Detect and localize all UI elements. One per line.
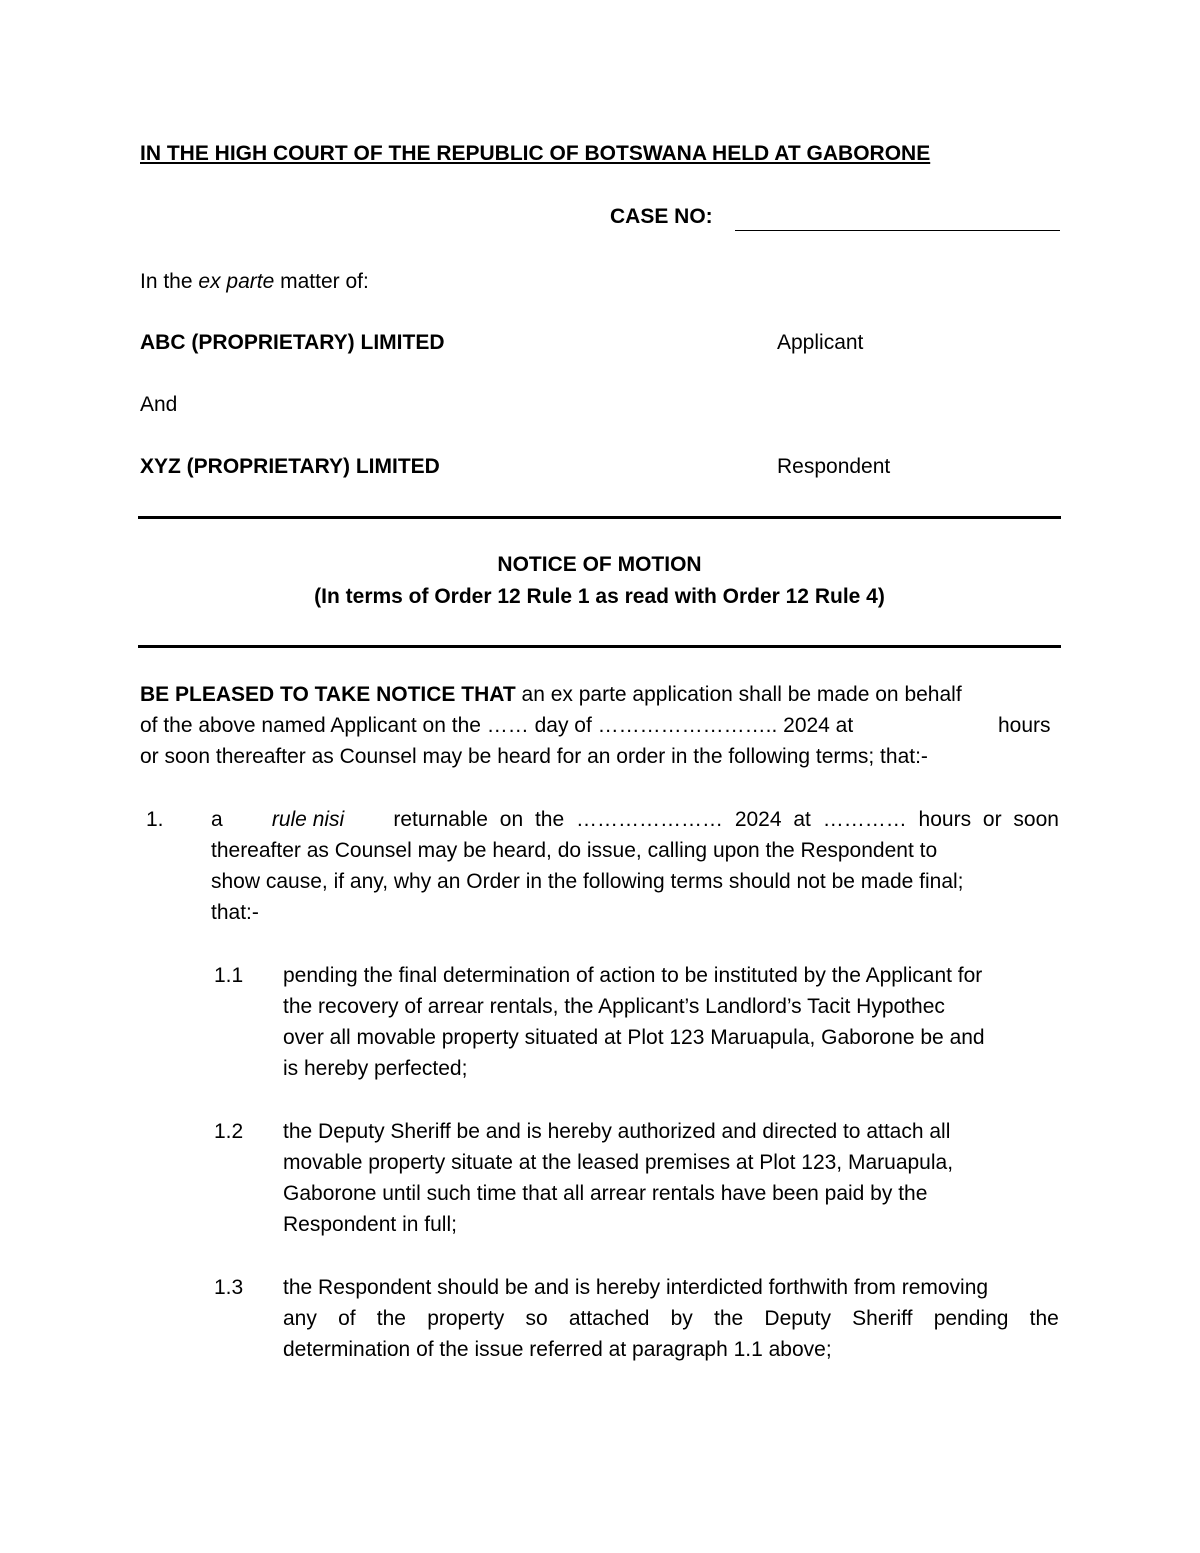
case-no-blank-line <box>735 230 1060 231</box>
item-1-3-line-2-word: pending <box>933 1307 1009 1330</box>
party-conjunction: And <box>140 393 178 416</box>
item-1-line-1-rest: returnable on the ………………… 2024 at ………… hours or soon <box>393 808 1059 831</box>
respondent-role: Respondent <box>777 455 891 478</box>
intro-line-3: or soon thereafter as Counsel may be heard for an order in the following terms; that:- <box>140 745 928 768</box>
item-1-line-3: show cause, if any, why an Order in the following terms should not be made final; <box>211 870 964 893</box>
item-1-1-line-2: the recovery of arrear rentals, the Applicant’s Landlord’s Tacit Hypothec <box>283 995 945 1018</box>
item-1-number: 1. <box>146 808 164 831</box>
item-1-line-1 <box>211 804 1059 835</box>
item-1-3-line-2-word: attached <box>568 1307 650 1330</box>
intro-bold-lead: BE PLEASED TO TAKE NOTICE THAT <box>140 683 516 706</box>
applicant-name: ABC (PROPRIETARY) LIMITED <box>140 331 445 354</box>
rule-nisi-italic: rule nisi <box>271 808 345 831</box>
respondent-name: XYZ (PROPRIETARY) LIMITED <box>140 455 440 478</box>
item-1-3-line-2-word: the <box>714 1307 744 1330</box>
intro-line-2-end: hours <box>998 714 1051 737</box>
item-1-3-line-2-word: the <box>1029 1307 1059 1330</box>
item-1-3-line-2-word: Sheriff <box>852 1307 913 1330</box>
ex-parte-italic: ex parte <box>198 270 275 293</box>
ex-parte-intro <box>140 270 369 294</box>
item-1-3-line-2-word: by <box>670 1307 693 1330</box>
item-1-2-number: 1.2 <box>214 1120 244 1143</box>
item-1-3-line-2-word: property <box>427 1307 505 1330</box>
court-title: IN THE HIGH COURT OF THE REPUBLIC OF BOTSWANA HELD AT GABORONE <box>140 142 931 165</box>
item-1-line-4: that:- <box>211 901 259 924</box>
bottom-divider <box>138 645 1061 648</box>
item-1-1-line-3: over all movable property situated at Plot 123 Maruapula, Gaborone be and <box>283 1026 985 1049</box>
item-1-3-line-2-word: Deputy <box>764 1307 831 1330</box>
case-no-label: CASE NO: <box>610 205 713 228</box>
intro-line-1 <box>140 679 962 710</box>
item-1-3-number: 1.3 <box>214 1276 244 1299</box>
item-1-3-line-3: determination of the issue referred at paragraph 1.1 above; <box>283 1338 832 1361</box>
intro-line-2: of the above named Applicant on the …… day of …………………….. 2024 at <box>140 714 854 737</box>
item-1-3-line-2-word: so <box>525 1307 548 1330</box>
item-1-1-line-4: is hereby perfected; <box>283 1057 468 1080</box>
top-divider <box>138 516 1061 519</box>
item-1-2-line-3: Gaborone until such time that all arrear rentals have been paid by the <box>283 1182 928 1205</box>
intro-line-1-rest: an ex parte application shall be made on behalf <box>515 683 962 706</box>
item-1-3-line-2 <box>283 1303 1059 1334</box>
ex-parte-intro-prefix: In the <box>140 270 199 293</box>
item-1-1-line-1: pending the final determination of action to be instituted by the Applicant for <box>283 964 983 987</box>
item-1-a: a <box>211 808 223 831</box>
ex-parte-intro-suffix: matter of: <box>274 270 369 293</box>
notice-subheading: (In terms of Order 12 Rule 1 as read with Order 12 Rule 4) <box>314 585 885 608</box>
item-1-line-2: thereafter as Counsel may be heard, do issue, calling upon the Respondent to <box>211 839 938 862</box>
item-1-2-line-1: the Deputy Sheriff be and is hereby authorized and directed to attach all <box>283 1120 951 1143</box>
item-1-2-line-2: movable property situate at the leased premises at Plot 123, Maruapula, <box>283 1151 954 1174</box>
item-1-3-line-1: the Respondent should be and is hereby interdicted forthwith from removing <box>283 1276 989 1299</box>
item-1-1-number: 1.1 <box>214 964 244 987</box>
item-1-3-line-2-word: the <box>376 1307 406 1330</box>
item-1-3-line-2-word: any <box>283 1307 317 1330</box>
notice-heading: NOTICE OF MOTION <box>497 553 702 576</box>
applicant-role: Applicant <box>777 331 864 354</box>
item-1-2-line-4: Respondent in full; <box>283 1213 457 1236</box>
item-1-3-line-2-word: of <box>338 1307 356 1330</box>
